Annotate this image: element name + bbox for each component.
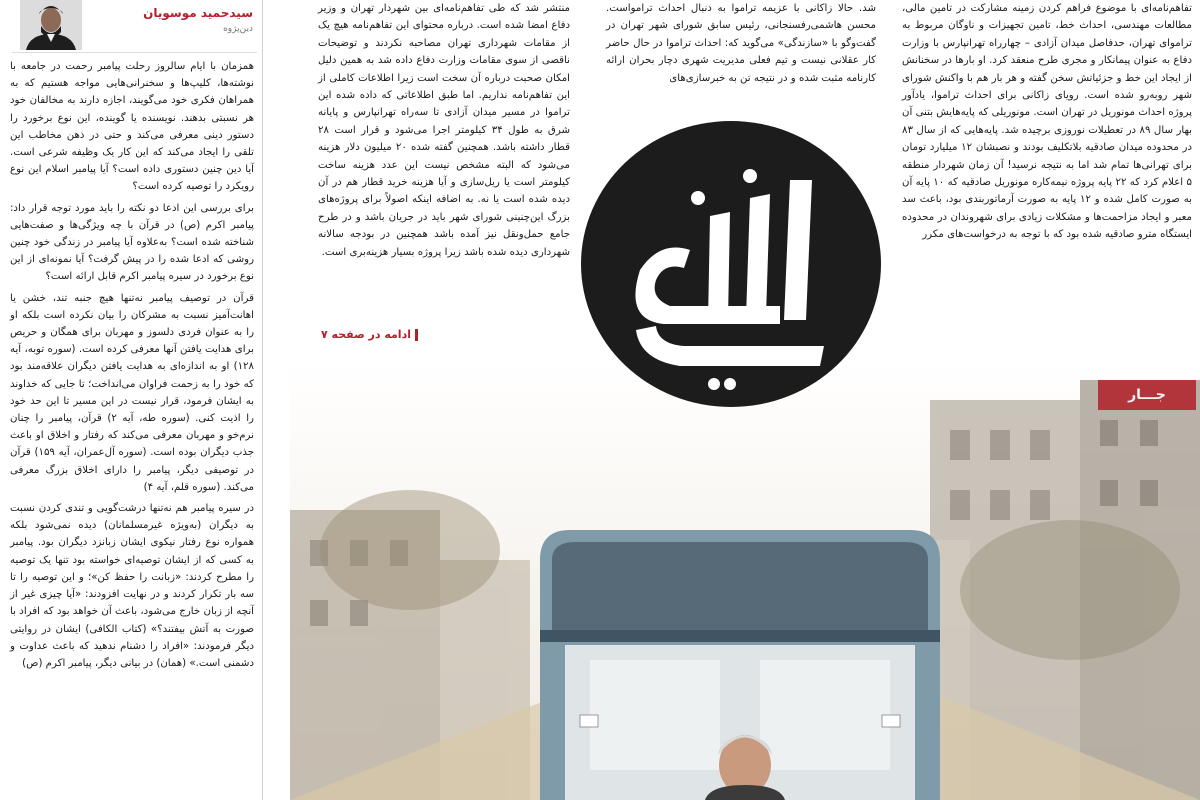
paragraph: قرآن در توصیف پیامبر نه‌تنها هیچ جنبه تند، خشن یا اهانت‌آمیز نسبت به مشرکان را بیان نکرده است بلکه او را به عنوان فردی دلسوز و مهربان برای همگان و حریص برای هدایت یافتن آنها معرفی کرده است. (سوره توبه، آیه ۱۲۸) او به اندازه‌ای به هدایت یافتن دیگران علاقه‌مند بود که خود را به زحمت فراوان می‌انداخت؛ تا جایی که خداوند به ایشان فرمود، قرار نیست در این مسیر تا این حد خود را اذیت کنی. (سوره طه، آیه ۲) قرآن، پیامبر را چنان نرم‌خو و مهربان معرفی می‌کند که رفتار و اخلاق او باعث جذب دیگران بوده است. (سوره آل‌عمران، آیه ۱۵۹) قرآن در توصیفی دیگر، پیامبر را دارای اخلاق بزرگ معرفی می‌کند. (سوره قلم، آیه ۴)	[10, 292, 255, 493]
opinion-column	[0, 0, 263, 800]
article-column-left	[318, 0, 570, 261]
author-name: سیدحمید موسویان	[143, 6, 253, 20]
sazandegi-logo	[580, 120, 882, 408]
paragraph: برای بررسی این ادعا دو نکته را باید مورد توجه قرار داد: پیامبر اکرم (ص) در قرآن با چه ویژگی‌ها و صفت‌هایی شناخته شده است؟ به‌علاوه آیا پیامبر در زندگی خود چنین روشی که ادعا شده را در پیش گرفت؟ آیا نمونه‌ای از این نوع برخورد در سیره پیامبر اکرم قابل ارائه است؟	[10, 202, 254, 283]
section-tag: جـــار	[1098, 380, 1196, 410]
continue-bar	[415, 329, 418, 341]
paragraph: تفاهم‌نامه‌ای با موضوع فراهم کردن زمینه مشارکت در تامین مالی، مطالعات مهندسی، احداث خط، تامین تجهیزات و ناوگان مربوط به تراموای تهران، حدفاصل میدان آزادی – چهارراه تهرانپارس با وزارت دفاع به عنوان پیمانکار و مجری طرح منعقد کرد. او بارها در سخنانش از ایجاد این خط و جزئیاتش سخن گفته و هر بار هم با واکنش شورای شهر روبه‌رو شده است. رویای زاکانی برای احداث تراموا، یادآور پروژه احداث مونوریل در تهران است. مونوریلی که پایه‌هایش بتنی آن بهار سال ۸۹ در تعطیلات نوروزی برچیده شد. پایه‌هایی که از سال ۸۳ در محدوده میدان صادقیه بلاتکلیف بودند و نصبشان ۱۲ میلیارد تومان برای تهرانی‌ها تمام شد اما به نتیجه نرسید! آن زمان شهردار منطقه ۵ اعلام کرد که ۲۲ پایه پروژه نیمه‌کاره مونوریل صادقیه که ۱۰ پایه آن به صورت کامل شده و ۱۲ پایه به صورت آرماتوربندی بود، باعث سد معبر و ایجاد مزاحمت‌ها و مشکلات زیادی برای شهروندان در محدوده ایستگاه مترو صادقیه شده بود که با توجه به درخواست‌های مکرر	[902, 3, 1193, 241]
paragraph: شد. حالا زاکانی با عزیمه تراموا به دنبال احداث ترامواست. محسن هاشمی‌رفسنجانی، رئیس سابق شورای شهر تهران در گفت‌وگو با «سازندگی» می‌گوید که: احداث تراموا در حال حاضر کار عقلانی نیست و تیم فعلی مدیریت شهری دچار بحران ارائه کارنامه مثبت شده و در نتیجه تن به خبرسازی‌های	[606, 3, 876, 84]
paragraph: در سیره پیامبر هم نه‌تنها درشت‌گویی و تندی کردن نسبت به دیگران (به‌ویژه غیرمسلمانان) دیده نمی‌شود بلکه همواره نوع رفتار نیکوی ایشان زبانزد دیگران بود. پیامبر به کسی که از ایشان توصیه‌ای خواسته بود تنها یک توصیه را مطرح کردند: «زبانت را حفظ کن»؛ و این توصیه را تا سه بار تکرار کردند و در نهایت افزودند: «آیا چیزی غیر از آنچه از زبان خارج می‌شود، باعث آن خواهد بود که افراد با صورت به آتش بیفتند؟» (کتاب الکافی) ایشان در روایتی دیگر فرمودند: «افراد را دشنام ندهید که باعث عداوت و دشمنی است.» (همان) در بیانی دیگر، پیامبر اکرم (ص)	[10, 503, 254, 669]
author-photo	[20, 0, 82, 50]
author-box	[12, 0, 257, 53]
paragraph: همزمان با ایام سالروز رحلت پیامبر رحمت در جامعه با نوشته‌ها، کلیپ‌ها و سخنرانی‌هایی مواجه هستیم که به همراهان فکری خود می‌گویند، اجازه دارند به مخالفان خود هر نسبتی بدهند. نویسنده یا گوینده، این نوع برخورد را دستور دینی معرفی می‌کند و حتی در ذهن مخاطب این تلقی را ایجاد می‌کند که این کار یک وظیفه شرعی است. آیا دین چنین دستوری داده است؟ آیا پیامبر اسلام این نوع رویکرد را توصیه کرده است؟	[10, 61, 254, 193]
paragraph: منتشر شد که طی تفاهم‌نامه‌ای بین شهردار تهران و وزیر دفاع امضا شده است. درباره محتوای این تفاهم‌نامه هیچ یک از مقامات شهرداری تهران مصاحبه نکردند و توضیحات ناقصی از سوی مقامات وزارت دفاع داده شد به همین دلیل امکان صحبت درباره آن سخت است زیرا اطلاعات کاملی از این تفاهم‌نامه نداریم. اما طبق اطلاعاتی که داده شده این تراموا در مسیر میدان آزادی تا سه‌راه تهرانپارس و پایانه شرق به طول ۳۴ کیلومتر اجرا می‌شود و قرار است ۲۸ قطار داشته باشد. همچنین گفته شده ۲۰ میلیون دلار هزینه می‌شود که البته مشخص نیست این عدد هزینه ساخت کیلومتر است یا ریل‌سازی و آیا هزینه خرید قطار هم در آن دیده شده است یا نه. به اضافه اینکه اصولاً برای پروژه‌های بزرگ این‌چنینی شورای شهر باید در جریان باشد و در طرح جامع حمل‌ونقل نیز آمده باشد همچنین در بودجه سالانه شهرداری دیده شده باشد زیرا پروژه بسیار هزینه‌بری است.	[318, 3, 571, 258]
author-tag: دین‌پژوه	[223, 24, 253, 34]
opinion-body	[10, 58, 254, 676]
tram-illustration	[290, 360, 1200, 800]
continue-label: ادامه در صفحه ۷	[321, 328, 411, 341]
continue-link[interactable]	[318, 328, 418, 341]
article-column-middle	[606, 0, 876, 87]
article-column-right	[902, 0, 1192, 244]
